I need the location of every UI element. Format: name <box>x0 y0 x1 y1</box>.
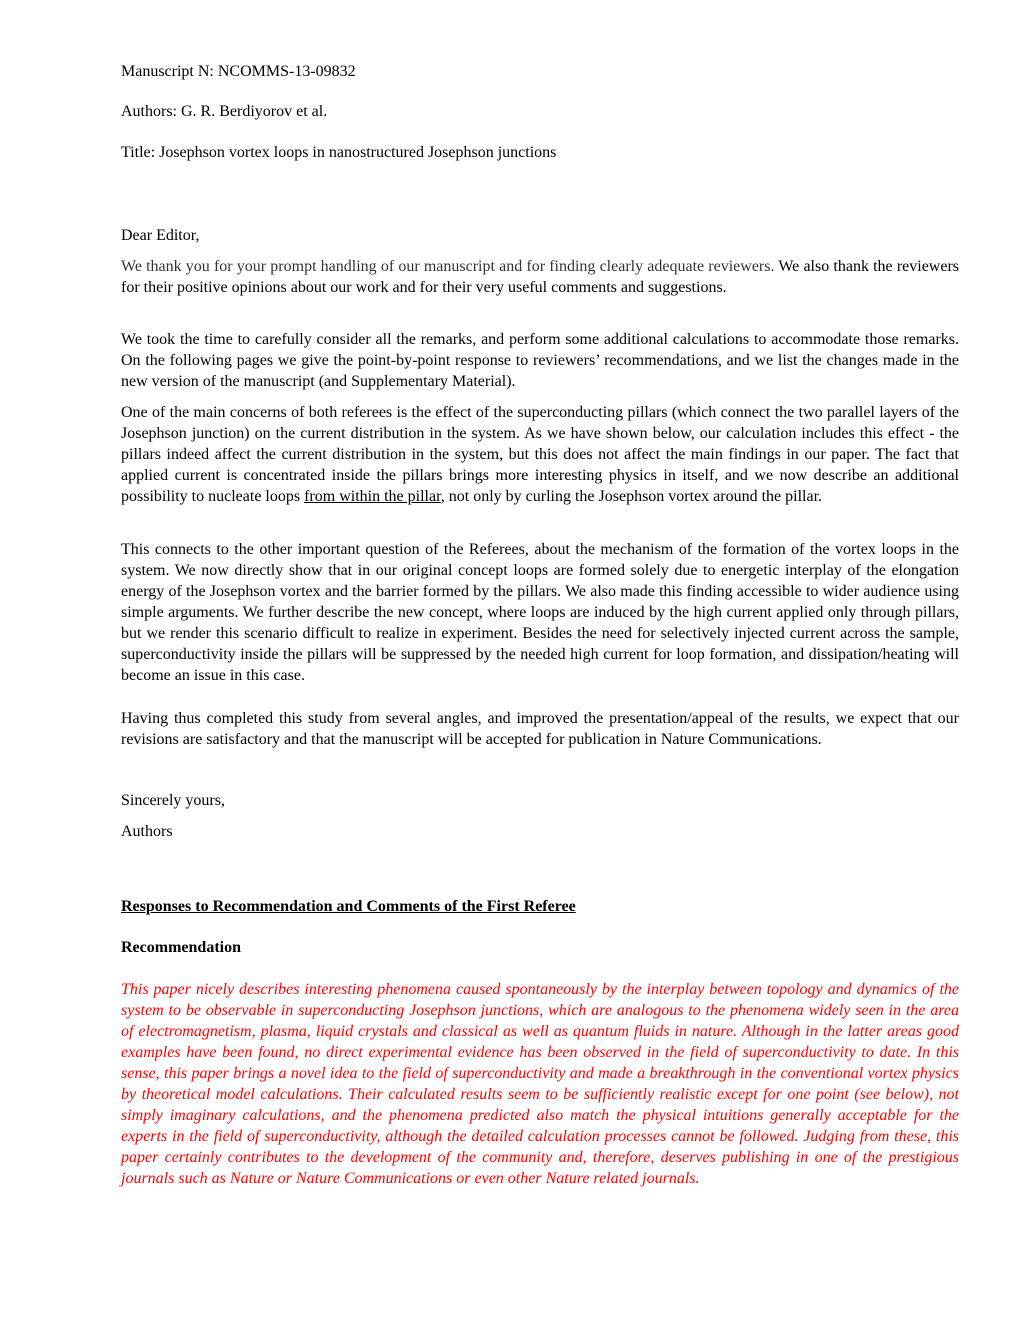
letter-paragraph-4: This connects to the other important question of the Referees, about the mechanism of the formation of the vortex loops in the system. We now directly show that in our original concept loops are formed solely due to energetic interplay of the elongation energy of the Josephson vortex and the barrier formed by the pillars. We also made this finding accessible to wider audience using simple arguments. We further describe the new concept, where loops are induced by the high current applied only through pillars, but we render this scenario difficult to realize in experiment. Besides the need for selectively injected current across the sample, superconductivity inside the pillars will be suppressed by the needed high current for loop formation, and dissipation/heating will become an issue in this case. <box>121 541 959 684</box>
paragraph-3-after: , not only by curling the Josephson vortex around the pillar. <box>440 488 823 505</box>
authors-line: Authors: G. R. Berdiyorov et al. <box>121 103 328 120</box>
underlined-phrase: from within the pillar <box>304 488 441 505</box>
paragraph-1-rest: We also thank the reviewers for their positive opinions about our work and for their very useful comments and suggestions. <box>121 258 960 296</box>
letter-paragraph-2: We took the time to carefully consider all the remarks, and perform some additional calculations to accommodate those remarks. On the following pages we give the point-by-point response to reviewers’ recommendations, and we list the changes made in the new version of the manuscript (and Supplementary Material). <box>121 331 959 390</box>
closing: Sincerely yours, <box>121 792 225 809</box>
recommendation-heading: Recommendation <box>121 939 241 956</box>
paragraph-3-before: One of the main concerns of both referees is the effect of the superconducting pillars (which connect the two parallel layers of the Josephson junction) on the current distribution in the system. As we have shown below, our calculation includes this effect - the pillars indeed affect the current distribution in the system, but this does not affect the main findings in our paper. The fact that applied current is concentrated inside the pillars brings more interesting physics in itself, and we now describe an additional possibility to nucleate loops <box>121 404 959 505</box>
letter-paragraph-3 <box>121 402 959 507</box>
signature: Authors <box>121 823 173 840</box>
title-line: Title: Josephson vortex loops in nanostructured Josephson junctions <box>121 144 557 161</box>
section-heading: Responses to Recommendation and Comments of the First Referee <box>121 898 576 915</box>
manuscript-number: Manuscript N: NCOMMS-13-09832 <box>121 63 356 80</box>
letter-paragraph-5: Having thus completed this study from several angles, and improved the presentation/appeal of the results, we expect that our revisions are satisfactory and that the manuscript will be accepted for publication in Nature Communications. <box>121 710 959 748</box>
salutation: Dear Editor, <box>121 227 200 244</box>
referee-recommendation-quote: This paper nicely describes interesting phenomena caused spontaneously by the interplay between topology and dynamics of the system to be observable in superconducting Josephson junctions, which are analogous to the phenomena widely seen in the area of electromagnetism, plasma, liquid crystals and classical as well as quantum fluids in nature. Although in the latter areas good examples have been found, no direct experimental evidence has been observed in the field of superconductivity to date. In this sense, this paper brings a novel idea to the field of superconductivity and made a breakthrough in the conventional vortex physics by theoretical model calculations. Their calculated results seem to be sufficiently realistic except for one point (see below), not simply imaginary calculations, and the phenomena predicted also match the physical intuitions generally acceptable for the experts in the field of superconductivity, although the detailed calculation processes cannot be followed. Judging from these, this paper certainly contributes to the development of the community and, therefore, deserves publishing in one of the prestigious journals such as Nature or Nature Communications or even other Nature related journals. <box>121 981 959 1187</box>
paragraph-1-lead: We thank you for your prompt handling of our manuscript and for finding clearly adequate reviewers. <box>121 258 775 275</box>
letter-paragraph-1 <box>121 256 959 298</box>
